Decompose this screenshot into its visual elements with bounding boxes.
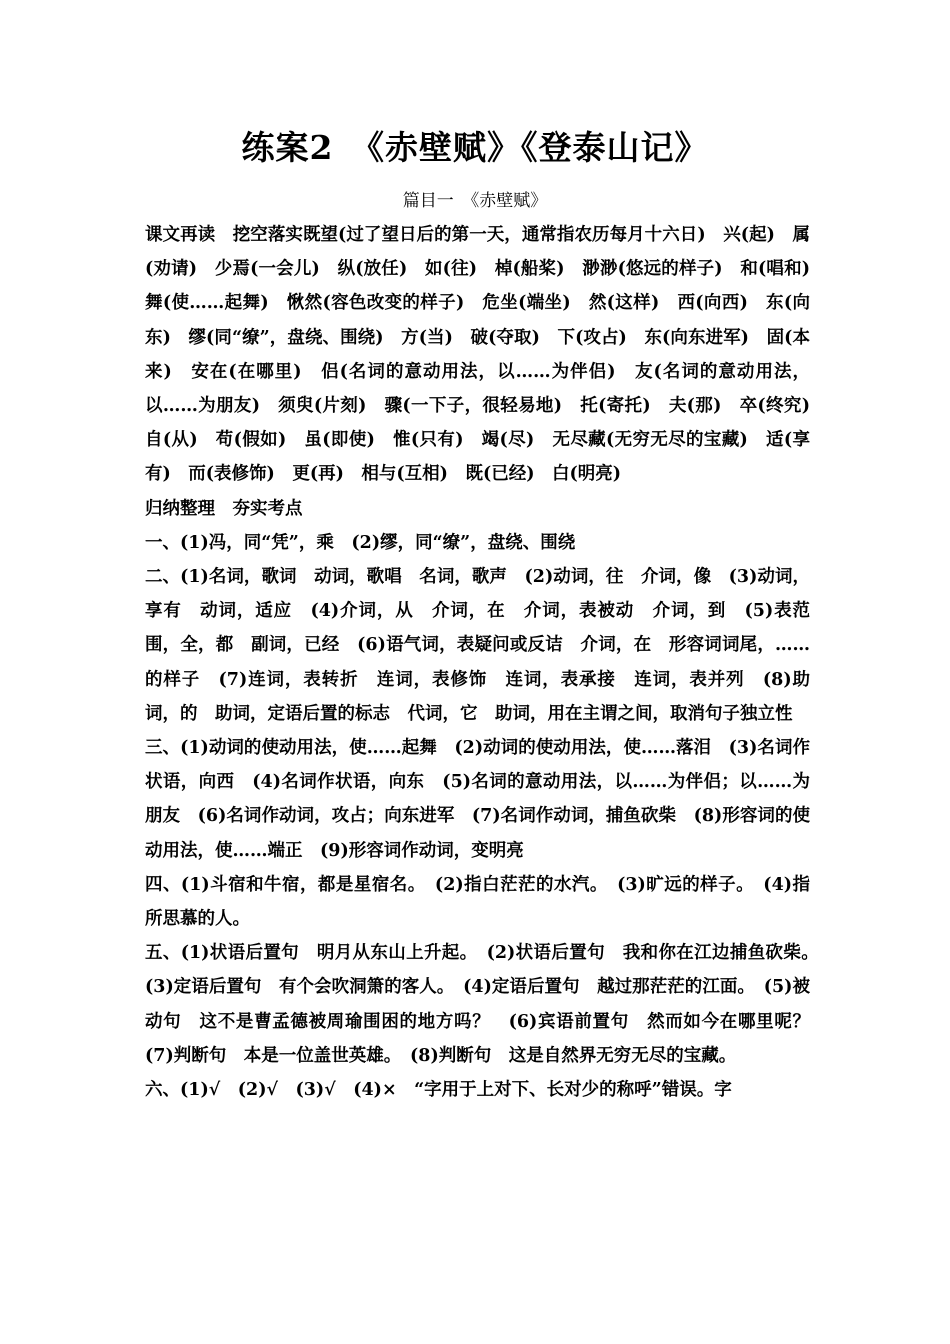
- answer-item-1: 一、(1)冯，同“凭”，乘 (2)缪，同“缭”，盘绕、围绕: [145, 532, 576, 553]
- answer-item-6: 六、(1)√ (2)√ (3)√ (4)× “字用于上对下、长对少的称呼”错误。字: [145, 1080, 732, 1101]
- summary-heading: 归纳整理 夯实考点: [145, 498, 303, 519]
- answer-item-4: 四、(1)斗宿和牛宿，都是星宿名。 (2)指白茫茫的水汽。 (3)旷远的样子。 (4)指所思慕的人。: [145, 874, 810, 930]
- review-text: 既望(过了望日后的第一天，通常指农历每月十六日) 兴(起) 属(劝请) 少焉(一会儿) 纵(放任) 如(往) 棹(船桨) 渺渺(悠远的样子) 和(唱和) 舞(使……起舞) 愀然(容色改变的样子) 危坐(端坐) 然(这样) 西(向西) 东(向东) 缪(同“缭”，盘绕、围绕) 方(当) 破(夺取) 下(攻占) 东(向东进军) 固(本来) 安在(在哪里) 侣(名词的意动用法，以……为伴侣) 友(名词的意动用法，以……为朋友) 须臾(片刻) 骤(一下子，很轻易地) 托(寄托) 夫(那) 卒(终究) 自(从) 苟(假如) 虽(即使) 惟(只有) 竭(尽) 无尽藏(无穷无尽的宝藏) 适(享有) 而(表修饰) 更(再) 相与(互相) 既(已经) 白(明亮): [145, 225, 828, 485]
- answer-item-2: 二、(1)名词，歌词 动词，歌唱 名词，歌声 (2)动词，往 介词，像 (3)动词，享有 动词，适应 (4)介词，从 介词，在 介词，表被动 介词，到 (5)表范围，全，都 副词，已经 (6)语气词，表疑问或反诘 介词，在 形容词词尾，……的样子 (7)连词，表转折 连词，表修饰 连词，表承接 连词，表并列 (8)助词，的 助词，定语后置的标志 代词，它 助词，用在主谓之间，取消句子独立性: [145, 567, 810, 724]
- review-paragraph: [145, 218, 828, 492]
- review-label: 课文再读 挖空落实: [145, 225, 303, 245]
- answer-item-3: 三、(1)动词的使动用法，使……起舞 (2)动词的使动用法，使……落泪 (3)名词作状语，向西 (4)名词作状语，向东 (5)名词的意动用法，以……为伴侣；以……为朋友 (6)名词作动词，攻占；向东进军 (7)名词作动词，捕鱼砍柴 (8)形容词的使动用法，使……端正 (9)形容词作动词，变明亮: [145, 738, 810, 861]
- page-title: 练案2 《赤壁赋》《登泰山记》: [241, 128, 709, 167]
- answer-item-5: 五、(1)状语后置句 明月从东山上升起。 (2)状语后置句 我和你在江边捕鱼砍柴。 (3)定语后置句 有个会吹洞箫的客人。 (4)定语后置句 越过那茫茫的江面。 (5)被动句 这不是曹孟德被周瑜围困的地方吗？ (6)宾语前置句 然而如今在哪里呢？ (7)判断句 本是一位盖世英雄。 (8)判断句 这是自然界无穷无尽的宝藏。: [145, 943, 828, 1066]
- section-subtitle: 篇目一 《赤壁赋》: [402, 191, 548, 211]
- document-body: [145, 218, 828, 1107]
